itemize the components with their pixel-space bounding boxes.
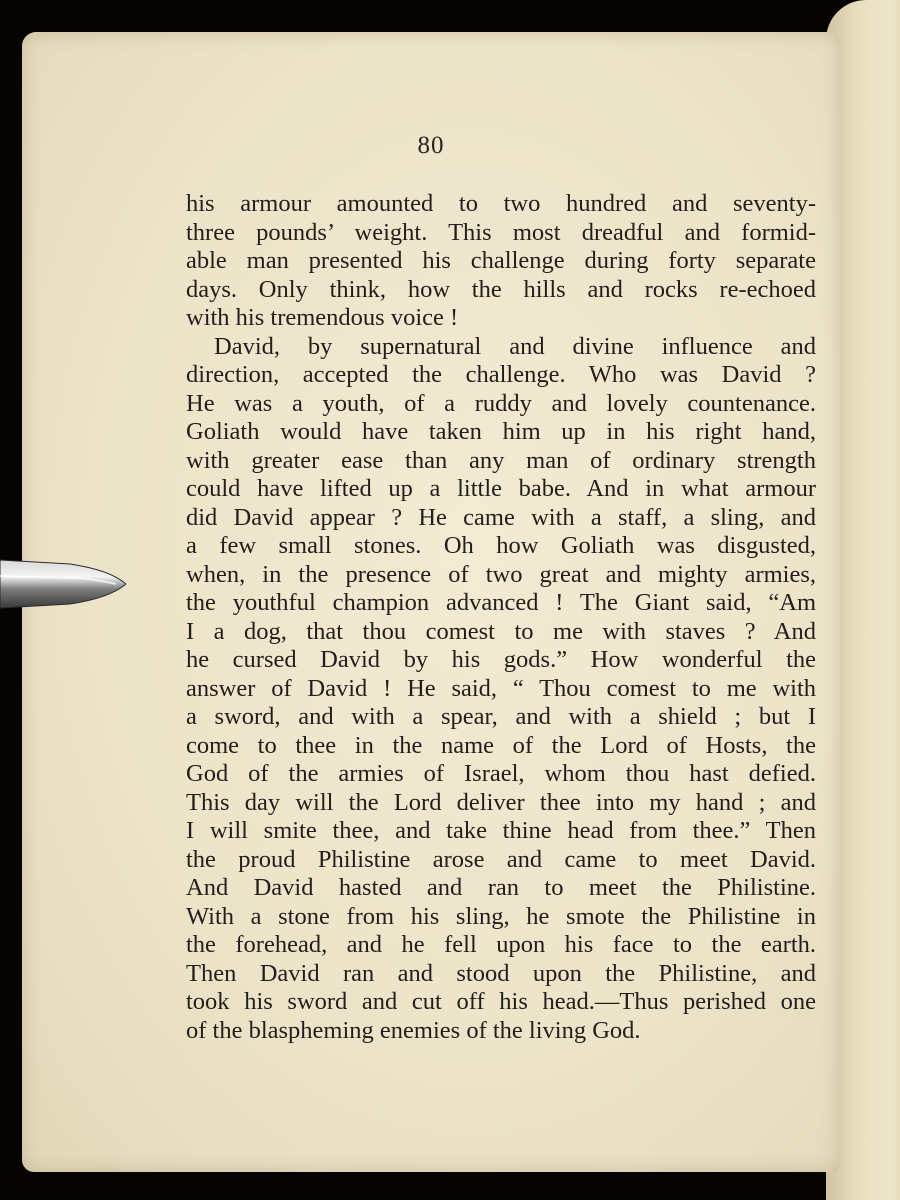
text-line: did David appear ? He came with a staff, a sling, and bbox=[186, 503, 816, 531]
page-text bbox=[186, 190, 816, 1045]
text-line: his armour amounted to two hundred and seventy- bbox=[186, 190, 816, 217]
text-line: the proud Philistine arose and came to meet David. bbox=[186, 845, 816, 873]
text-line: took his sword and cut off his head.—Thus perished one bbox=[186, 988, 816, 1015]
text-line: This day will the Lord deliver thee into my hand ; and bbox=[186, 788, 816, 816]
text-line: a sword, and with a spear, and with a shield ; but I bbox=[186, 703, 816, 730]
text-line: when, in the presence of two great and mighty armies, bbox=[186, 560, 816, 588]
book-page bbox=[22, 32, 840, 1172]
text-line: could have lifted up a little babe. And in what armour bbox=[186, 475, 816, 502]
text-line: And David hasted and ran to meet the Philistine. bbox=[186, 874, 816, 901]
text-line: come to thee in the name of the Lord of Hosts, the bbox=[186, 731, 816, 759]
text-line: David, by supernatural and divine influence and bbox=[214, 332, 816, 360]
text-line: of the blaspheming enemies of the living God. bbox=[186, 1016, 641, 1044]
text-line: answer of David ! He said, “ Thou comest to me with bbox=[186, 674, 816, 702]
text-line: Then David ran and stood upon the Philistine, and bbox=[186, 959, 816, 987]
text-line: days. Only think, how the hills and rocks re-echoed bbox=[186, 275, 816, 303]
text-line: I will smite thee, and take thine head from thee.” Then bbox=[186, 817, 816, 844]
text-line: Goliath would have taken him up in his right hand, bbox=[186, 418, 816, 445]
text-line: He was a youth, of a ruddy and lovely countenance. bbox=[186, 389, 816, 417]
text-line: the youthful champion advanced ! The Giant said, “Am bbox=[186, 589, 816, 616]
text-line: able man presented his challenge during forty separate bbox=[186, 247, 816, 274]
text-line: direction, accepted the challenge. Who was David ? bbox=[186, 361, 816, 388]
metal-bookmark-clip bbox=[0, 554, 126, 610]
text-line: With a stone from his sling, he smote the Philistine in bbox=[186, 902, 816, 930]
text-line: God of the armies of Israel, whom thou hast defied. bbox=[186, 760, 816, 787]
text-line: three pounds’ weight. This most dreadful and formid- bbox=[186, 218, 816, 246]
text-line: he cursed David by his gods.” How wonderful the bbox=[186, 646, 816, 673]
text-line: a few small stones. Oh how Goliath was disgusted, bbox=[186, 532, 816, 559]
text-line: the forehead, and he fell upon his face to the earth. bbox=[186, 931, 816, 958]
text-line: with greater ease than any man of ordinary strength bbox=[186, 446, 816, 474]
text-line: with his tremendous voice ! bbox=[186, 304, 459, 331]
text-line: I a dog, that thou comest to me with staves ? And bbox=[186, 617, 816, 645]
page-number: 80 bbox=[417, 132, 445, 159]
